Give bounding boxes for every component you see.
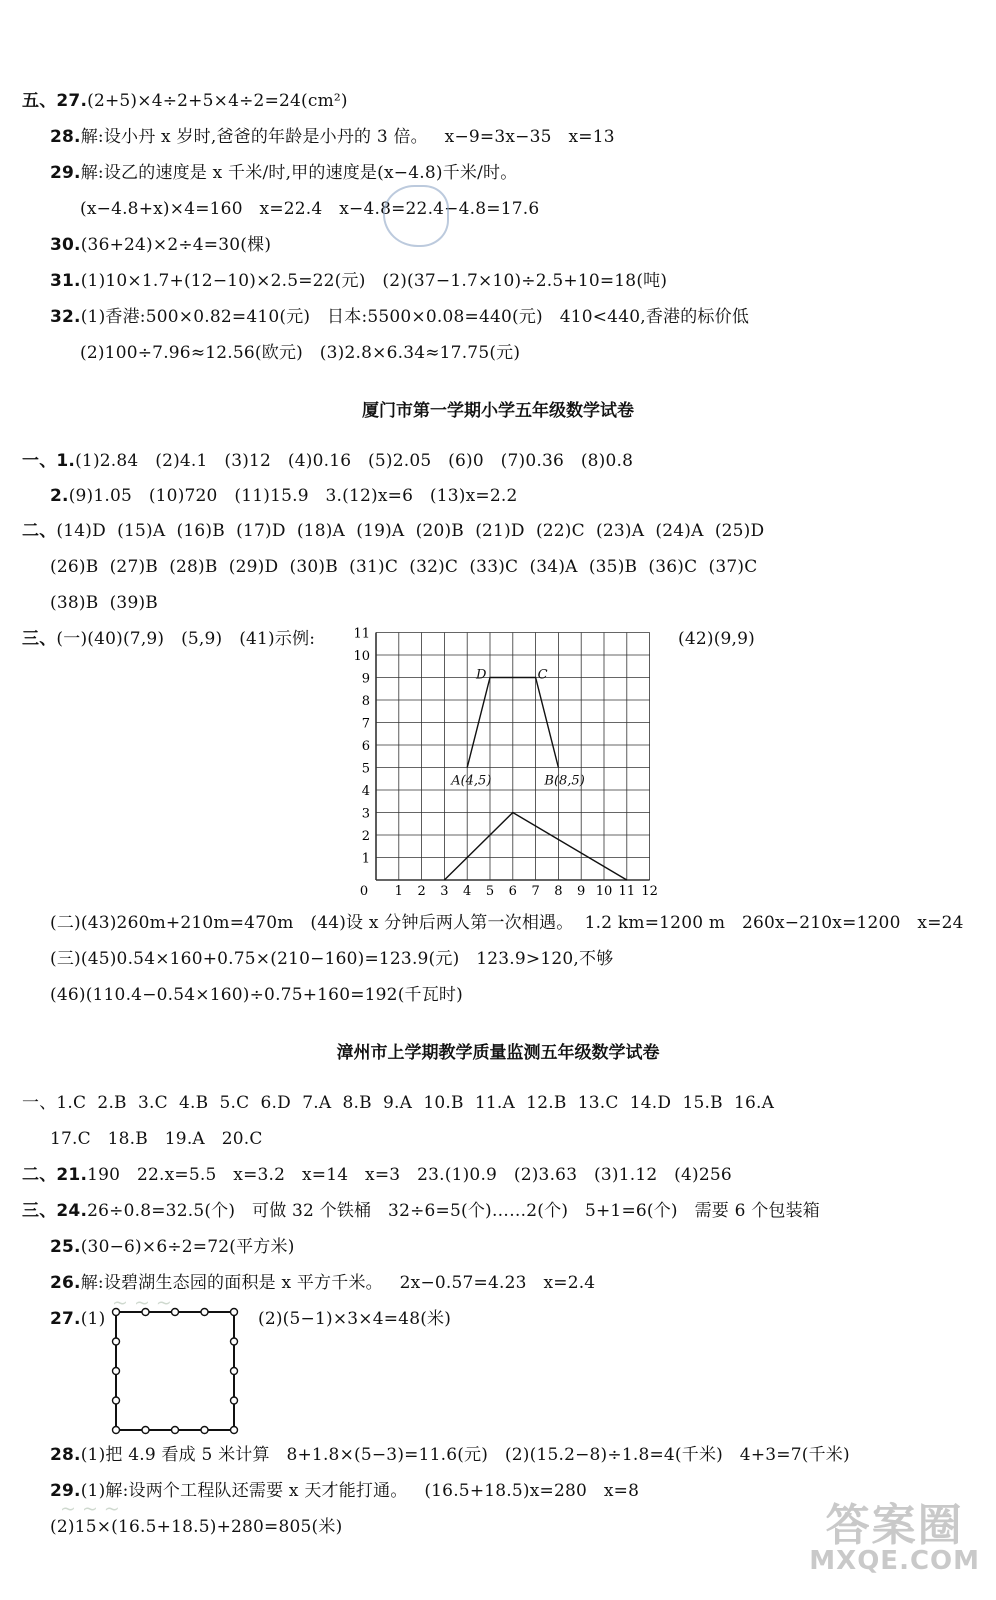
question-number: 29. [50, 1481, 81, 1501]
tree-point [201, 1309, 208, 1316]
question-number: 25. [50, 1237, 81, 1257]
answer-line [50, 556, 757, 578]
stamp-seal [383, 185, 449, 247]
answer-text: (26)B (27)B (28)B (29)D (30)B (31)C (32)C (33)C (34)A (35)B (36)C (37)C [50, 557, 758, 577]
answer-line [50, 1272, 595, 1294]
x-tick-label: 8 [554, 884, 563, 896]
question-number: 26. [50, 1273, 81, 1293]
answer-line [50, 485, 518, 507]
answer-line [50, 948, 613, 970]
answer-line [50, 1444, 850, 1466]
answer-line [22, 450, 633, 472]
answer-line [50, 270, 667, 292]
x-tick-label: 6 [508, 884, 517, 896]
answer-text: (42)(9,9) [678, 629, 755, 649]
tree-point [113, 1397, 120, 1404]
x-tick-label: 4 [463, 884, 472, 896]
answer-text: (2+5)×4÷2+5×4÷2=24(cm²) [87, 91, 348, 111]
answer-line [50, 306, 749, 328]
tree-point [172, 1427, 179, 1434]
answer-text: (1)2.84 (2)4.1 (3)12 (4)0.16 (5)2.05 (6)0 (7)0.36 (8)0.8 [75, 451, 634, 471]
tree-point [231, 1368, 238, 1375]
answer-text: (1)10×1.7+(12−10)×2.5=22(元) (2)(37−1.7×10)÷2.5+10=18(吨) [80, 271, 668, 291]
question-number: 31. [50, 271, 81, 291]
question-number: 2. [50, 486, 69, 506]
y-tick-label: 8 [361, 694, 370, 709]
answer-text: (一)(40)(7,9) (5,9) (41)示例: [56, 629, 316, 649]
tree-point [201, 1427, 208, 1434]
answer-line [50, 1308, 105, 1330]
answer-line [50, 162, 517, 184]
tree-point [231, 1309, 238, 1316]
answer-line [80, 198, 539, 220]
question-number: 32. [50, 307, 81, 327]
y-tick-label: 5 [361, 761, 370, 777]
answer-line [50, 1480, 639, 1502]
answer-text: 一、1.C 2.B 3.C 4.B 5.C 6.D 7.A 8.B 9.A 10.B 11.A 12.B 13.C 14.D 15.B 16.A [22, 1093, 775, 1113]
answer-text: (2)15×(16.5+18.5)+280=805(米) [50, 1517, 343, 1537]
answer-line [22, 1200, 820, 1222]
x-tick-label: 0 [359, 884, 369, 896]
tree-point [172, 1309, 179, 1316]
answer-line [22, 90, 348, 112]
question-number: 27. [50, 1309, 81, 1329]
answer-text: (36+24)×2÷4=30(棵) [80, 235, 272, 255]
answer-line [50, 1236, 295, 1258]
watermark-brand: 答案圈 [825, 1500, 964, 1551]
answer-text: 17.C 18.B 19.A 20.C [50, 1129, 263, 1149]
question-number: 28. [50, 127, 81, 147]
point-b-label: B(8,5) [544, 773, 585, 789]
answer-line [50, 126, 615, 148]
answer-line [22, 520, 764, 542]
answer-text: 190 22.x=5.5 x=3.2 x=14 x=3 23.(1)0.9 (2)3.63 (3)1.12 (4)256 [87, 1165, 732, 1185]
y-tick-label: 2 [361, 829, 370, 844]
tree-point [142, 1427, 149, 1434]
point-d-label: D [476, 667, 487, 683]
x-tick-label: 7 [531, 884, 540, 896]
x-tick-label: 12 [641, 884, 658, 896]
question-number: 30. [50, 235, 81, 255]
tree-point [231, 1397, 238, 1404]
square-tree-diagram [100, 1296, 250, 1436]
tree-point [113, 1368, 120, 1375]
tree-point [231, 1427, 238, 1434]
answer-text: 26÷0.8=32.5(个) 可做 32 个铁桶 32÷6=5(个)……2(个) 5+1=6(个) 需要 6 个包装箱 [87, 1201, 821, 1221]
answer-text: (x−4.8+x)×4=160 x=22.4 x−4.8=22.4−4.8=17.6 [80, 199, 540, 219]
watermark [809, 1500, 980, 1576]
answer-text: (2)(5−1)×3×4=48(米) [258, 1309, 452, 1329]
answer-text: (9)1.05 (10)720 (11)15.9 3.(12)x=6 (13)x=2.2 [68, 486, 518, 506]
answer-text: (38)B (39)B [50, 593, 158, 613]
answer-text: (二)(43)260m+210m=470m (44)设 x 分钟后两人第一次相遇。 1.2 km=1200 m 260x−210x=1200 x=24 [50, 913, 964, 933]
answer-line [22, 1164, 732, 1186]
answer-text: (30−6)×6÷2=72(平方米) [80, 1237, 295, 1257]
answer-text: (2)100÷7.96≈12.56(欧元) (3)2.8×6.34≈17.75(元) [80, 343, 521, 363]
x-tick-label: 11 [618, 884, 636, 896]
tree-points [113, 1309, 238, 1434]
question-number: 28. [50, 1445, 81, 1465]
answer-text: (1) [80, 1309, 106, 1329]
tree-point [113, 1427, 120, 1434]
y-tick-label: 7 [361, 716, 370, 732]
faint-handwriting-2: ~ ~ ~ [60, 1498, 120, 1520]
y-tick-label: 10 [353, 649, 370, 664]
y-tick-label: 9 [361, 671, 370, 687]
answer-text: (三)(45)0.54×160+0.75×(210−160)=123.9(元) 123.9>120,不够 [50, 949, 614, 969]
answer-line [50, 912, 964, 934]
answer-text: 解:设碧湖生态园的面积是 x 平方千米。 2x−0.57=4.23 x=2.4 [80, 1273, 596, 1293]
faint-handwriting: ~ ~ ~ [112, 1292, 172, 1314]
section-heading: 厦门市第一学期小学五年级数学试卷 [362, 401, 634, 421]
question-number: 一、1. [22, 451, 76, 471]
x-tick-label: 9 [577, 884, 586, 896]
point-c-label: C [537, 667, 548, 683]
answer-text: (1)解:设两个工程队还需要 x 天才能打通。 (16.5+18.5)x=280 x=8 [80, 1481, 640, 1501]
y-tick-label: 4 [361, 784, 370, 799]
question-number: 二、21. [22, 1165, 88, 1185]
y-tick-label: 11 [353, 626, 370, 642]
tree-point [113, 1338, 120, 1345]
answer-line [80, 342, 520, 364]
x-tick-label: 2 [417, 884, 426, 896]
y-tick-label: 6 [361, 739, 370, 754]
question-number: 二、 [22, 521, 57, 541]
answer-text: 解:设小丹 x 岁时,爸爸的年龄是小丹的 3 倍。 x−9=3x−35 x=13 [80, 127, 615, 147]
question-number: 29. [50, 163, 81, 183]
answer-text: (1)把 4.9 看成 5 米计算 8+1.8×(5−3)=11.6(元) (2)(15.2−8)÷1.8=4(千米) 4+3=7(千米) [80, 1445, 850, 1465]
x-tick-label: 3 [440, 884, 449, 896]
answer-line [22, 1092, 774, 1114]
x-tick-label: 10 [595, 884, 613, 896]
answer-text: (14)D (15)A (16)B (17)D (18)A (19)A (20)B (21)D (22)C (23)A (24)A (25)D [56, 521, 765, 541]
answer-line [50, 1128, 263, 1150]
question-number: 三、 [22, 629, 57, 649]
answer-text: (1)香港:500×0.82=410(元) 日本:5500×0.08=440(元) 410<440,香港的标价低 [80, 307, 750, 327]
y-tick-label: 1 [361, 851, 370, 867]
coordinate-grid [344, 624, 664, 896]
answer-line [22, 628, 315, 650]
answer-text: 解:设乙的速度是 x 千米/时,甲的速度是(x−4.8)千米/时。 [80, 163, 518, 183]
point-a-label: A(4,5) [451, 773, 492, 789]
x-tick-label: 5 [485, 884, 495, 896]
y-tick-label: 3 [361, 806, 370, 822]
answer-text: (46)(110.4−0.54×160)÷0.75+160=192(千瓦时) [50, 985, 463, 1005]
question-number: 三、24. [22, 1201, 88, 1221]
section-heading: 漳州市上学期教学质量监测五年级数学试卷 [336, 1043, 660, 1063]
answer-line [258, 1308, 451, 1330]
answer-line [678, 628, 755, 650]
answer-line [50, 984, 463, 1006]
answer-line [50, 234, 271, 256]
answer-line [50, 592, 158, 614]
x-tick-label: 1 [394, 884, 403, 896]
watermark-url: MXQE.COM [809, 1546, 980, 1576]
tree-point [231, 1338, 238, 1345]
question-number: 五、27. [22, 91, 88, 111]
